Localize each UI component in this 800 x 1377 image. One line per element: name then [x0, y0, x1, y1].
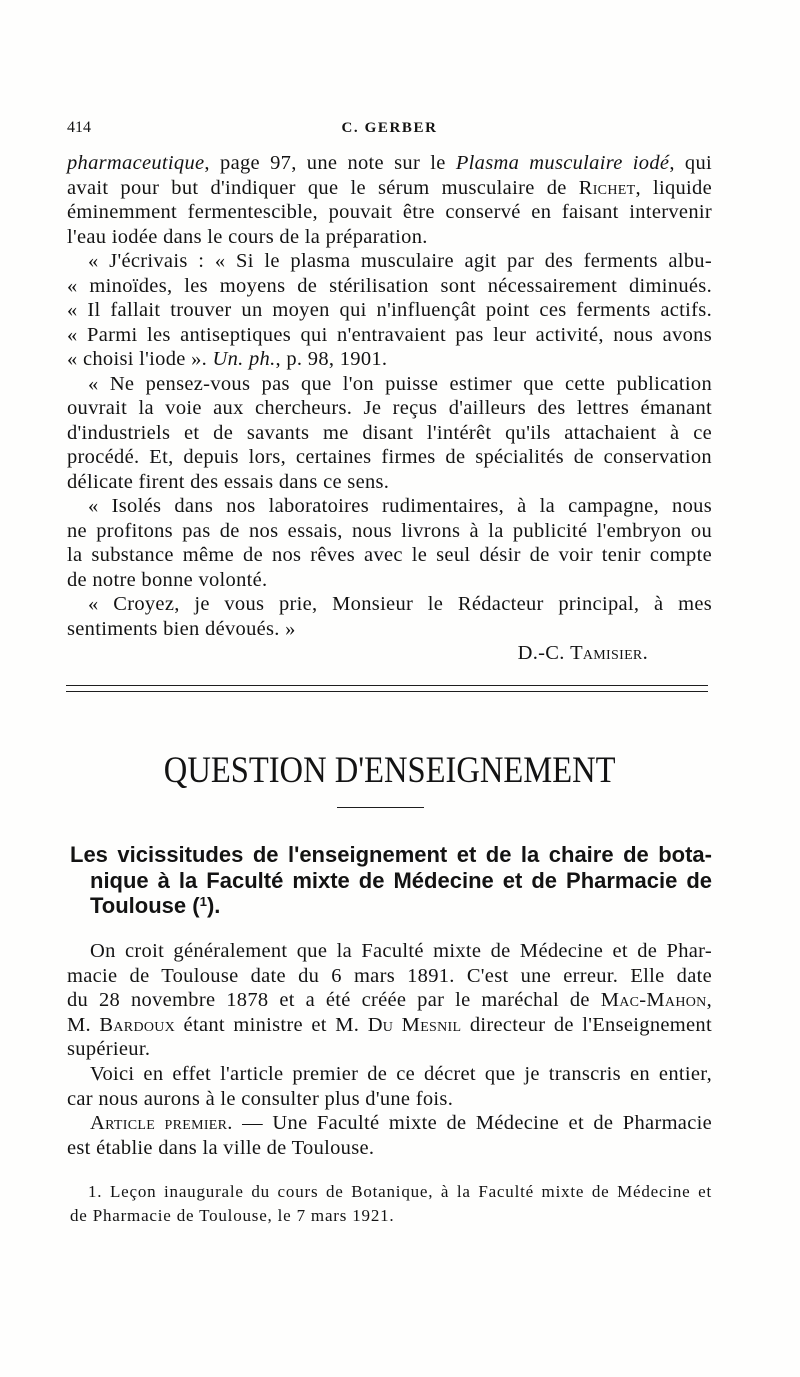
text-line: Voici en effet l'article premier de ce décret que je transcris en entier,	[90, 1062, 712, 1085]
text-line: On croit généralement que la Faculté mixte de Médecine et de Phar-	[90, 940, 712, 962]
running-title: C. GERBER	[341, 120, 438, 136]
text-line: ouvrait la voie aux chercheurs. Je reçus d'ailleurs des lettres émanant	[67, 397, 712, 419]
italic-text: Un. ph.	[212, 348, 276, 370]
article-label: Article premier	[90, 1112, 228, 1135]
signature	[67, 641, 712, 666]
text-run: M.	[67, 1013, 100, 1036]
text-line: est établie dans la ville de Toulouse.	[67, 1136, 375, 1159]
text-run: étant ministre et M.	[175, 1013, 368, 1036]
text-line: d'industriels et de savants me disant l'intérêt qu'ils attachaient à ce	[67, 421, 712, 444]
text-run: Toulouse (	[90, 893, 200, 918]
text-line: procédé. Et, depuis lors, certaines firmes de spécialités de conservation	[67, 446, 712, 468]
italic-text: pharmaceutique	[67, 152, 205, 174]
footnote-ref: 1	[199, 893, 207, 909]
text-line: la substance même de nos rêves avec le seul désir de voir tenir compte	[67, 544, 712, 566]
text-run: .	[642, 642, 648, 664]
text-line: macie de Toulouse date du 6 mars 1891. C'est une erreur. Elle date	[67, 964, 712, 987]
footnote-line: 1. Leçon inaugurale du cours de Botanique, à la Faculté mixte de Médecine et	[88, 1182, 712, 1201]
footnote-line: de Pharmacie de Toulouse, le 7 mars 1921.	[70, 1206, 395, 1225]
text-line: supérieur.	[67, 1038, 151, 1061]
text-line: « Il fallait trouver un moyen qui n'influençât point ces ferments actifs.	[67, 299, 712, 321]
double-rule	[66, 685, 708, 692]
text-run: , p. 98, 1901.	[275, 348, 388, 370]
text-run: directeur de l'Enseignement	[461, 1013, 712, 1036]
subtitle-line: nique à la Faculté mixte de Médecine et de Pharmacie de	[90, 867, 712, 893]
section-title	[67, 749, 712, 793]
text-run: . — Une Faculté mixte de Médecine et de Pharmacie	[227, 1112, 713, 1135]
person-name: Tamisier	[570, 642, 643, 664]
text-run: , qui	[669, 152, 713, 174]
text-line: de notre bonne volonté.	[67, 568, 268, 591]
section-body	[67, 939, 712, 1160]
text-line: délicate firent des essais dans ce sens.	[67, 470, 390, 493]
text-line	[67, 347, 712, 372]
footnote	[70, 1180, 712, 1228]
text-run: ).	[206, 893, 221, 918]
text-line	[67, 988, 712, 1013]
text-line: « Isolés dans nos laboratoires rudimentaires, à la campagne, nous	[88, 495, 712, 517]
section-title-text: QUESTION D'ENSEIGNEMENT	[163, 750, 616, 791]
text-run: avait pour but d'indiquer que le sérum musculaire de	[67, 176, 579, 199]
text-run: « choisi l'iode ».	[67, 348, 213, 370]
text-line: « Croyez, je vous prie, Monsieur le Rédacteur principal, à mes	[88, 593, 712, 615]
text-line: éminemment fermentescible, pouvait être conservé en faisant intervenir	[67, 201, 712, 223]
text-run: du 28 novembre 1878 et a été créée par le maréchal de	[67, 989, 601, 1012]
text-line	[67, 1013, 712, 1038]
italic-text: Plasma musculaire iodé	[455, 152, 670, 174]
text-line: « minoïdes, les moyens de stérilisation sont nécessairement diminués.	[67, 274, 712, 297]
person-name: Du Mesnil	[367, 1013, 462, 1036]
text-run: , page 97, une note sur le	[204, 152, 456, 174]
text-line	[67, 151, 712, 176]
text-line: sentiments bien dévoués. »	[67, 617, 296, 640]
subtitle-line	[70, 893, 712, 919]
letter-excerpt	[67, 151, 712, 666]
text-line: ne profitons pas de nos essais, nous livrons à la publicité l'embryon ou	[67, 519, 712, 542]
text-line	[67, 1111, 712, 1136]
text-run: , liquide	[635, 176, 712, 199]
person-name: Richet	[578, 176, 636, 199]
running-header	[67, 118, 712, 138]
subtitle-line: Les vicissitudes de l'enseignement et de la chaire de bota-	[70, 842, 712, 867]
page-number: 414	[67, 119, 91, 136]
text-line: car nous aurons à le consulter plus d'une fois.	[67, 1087, 454, 1110]
title-rule	[337, 807, 424, 808]
person-name: Mac-Mahon	[600, 989, 707, 1012]
section-subtitle	[70, 842, 712, 919]
text-line	[67, 176, 712, 201]
text-run: D.-C.	[517, 642, 571, 664]
text-line: « Parmi les antiseptiques qui n'entravaient pas leur activité, nous avons	[67, 323, 712, 346]
text-line: l'eau iodée dans le cours de la préparation.	[67, 225, 428, 248]
text-line: « J'écrivais : « Si le plasma musculaire agit par des ferments albu-	[88, 250, 712, 272]
text-line: « Ne pensez-vous pas que l'on puisse estimer que cette publication	[88, 372, 712, 395]
person-name: Bardoux	[99, 1013, 176, 1036]
text-run: ,	[706, 989, 712, 1012]
